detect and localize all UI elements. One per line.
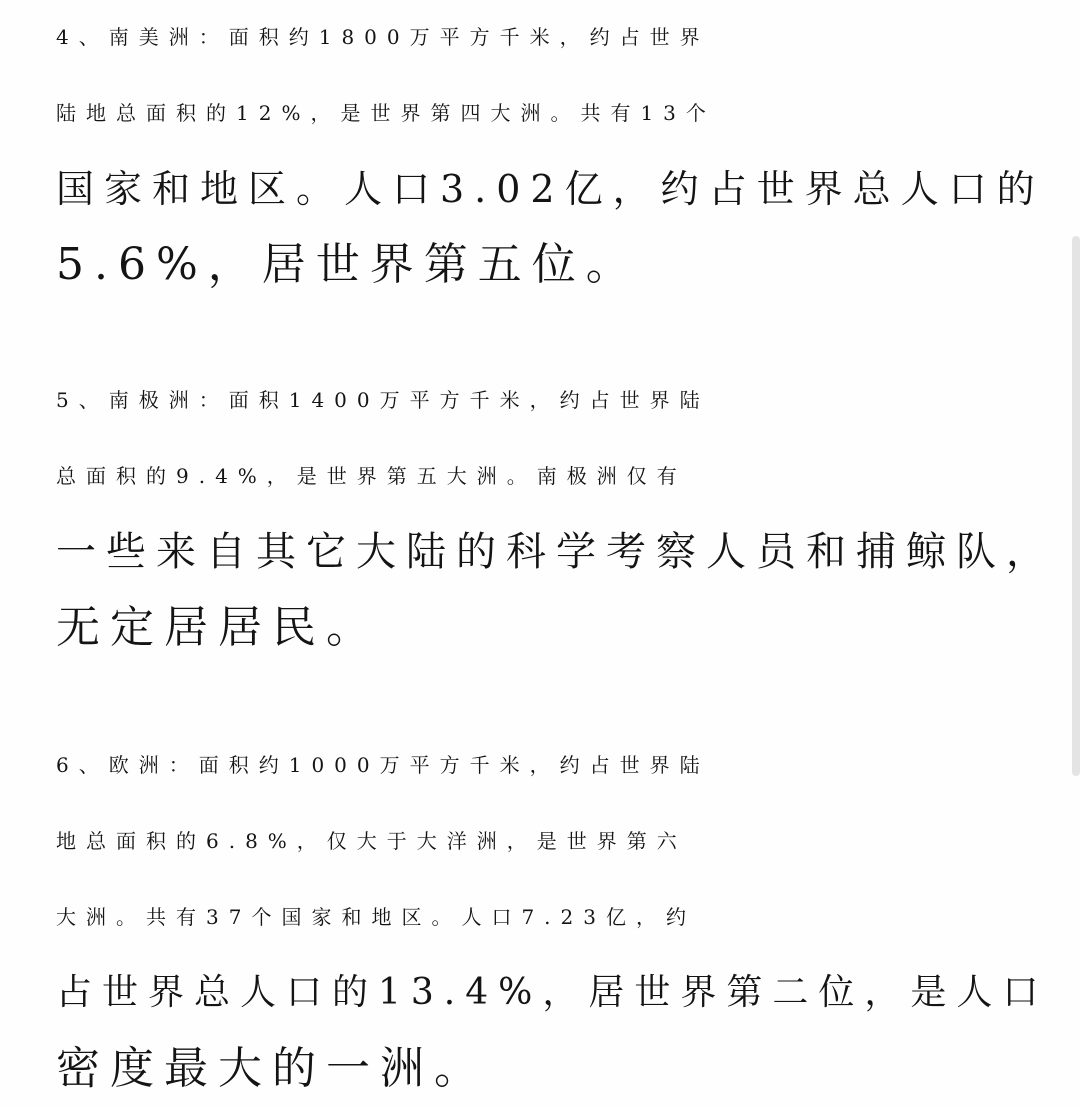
scrollbar[interactable]	[1072, 236, 1080, 776]
text-line: 5、南极洲：面积1400万平方千米，约占世界陆	[56, 388, 710, 412]
paragraph-europe	[56, 727, 1048, 1107]
text-line: 陆地总面积的12%，是世界第四大洲。共有13个	[56, 101, 716, 125]
text-line: 无定居居民。	[56, 602, 380, 653]
paragraph-south-america	[56, 0, 1045, 303]
text-line: 国家和地区。人口3.02亿，约占世界总人口的	[56, 167, 1045, 211]
text-line: 大洲。共有37个国家和地区。人口7.23亿，约	[56, 905, 696, 929]
text-line: 占世界总人口的13.4%，居世界第二位，是人口	[56, 972, 1049, 1013]
text-line: 5.6%，居世界第五位。	[56, 239, 640, 290]
paragraph-antarctica	[56, 362, 1056, 666]
text-line: 密度最大的一洲。	[56, 1043, 488, 1094]
text-line: 6、欧洲：面积约1000万平方千米，约占世界陆	[56, 753, 710, 777]
text-line: 一些来自其它大陆的科学考察人员和捕鲸队，	[56, 529, 1056, 575]
text-line: 4、南美洲：面积约1800万平方千米，约占世界	[56, 25, 710, 49]
text-line: 总面积的9.4%，是世界第五大洲。南极洲仅有	[56, 464, 687, 488]
text-line: 地总面积的6.8%，仅大于大洋洲，是世界第六	[56, 829, 687, 853]
